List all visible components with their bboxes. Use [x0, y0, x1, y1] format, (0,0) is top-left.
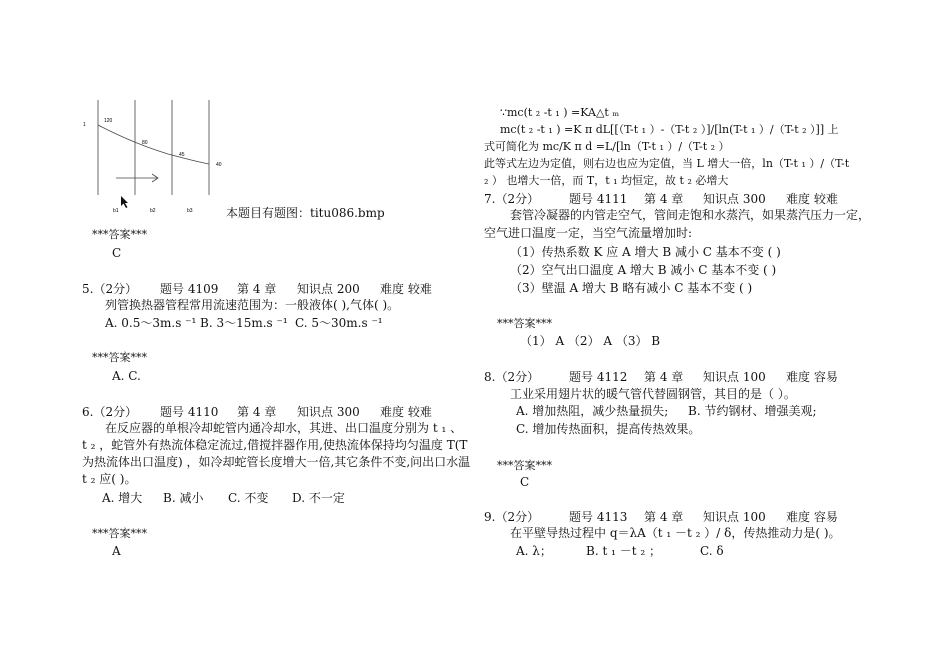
q4111-stem-line-1: 套管冷凝器的内管走空气，管间走饱和水蒸汽，如果蒸汽压力一定， — [510, 208, 871, 222]
derivation-line-1: ∵mc(t ₂ -t ₁ ) =KA△t ₘ — [500, 106, 620, 119]
q4111-item-3: （3）壁温 A 增大 B 略有减小 C 基本不变 ( ) — [510, 281, 753, 295]
q4109-answer-header: ***答案*** — [92, 351, 147, 364]
fig-label-80: 80 — [142, 140, 148, 146]
fig-label-1: 1 — [83, 122, 86, 128]
cursor-icon — [121, 196, 128, 208]
temperature-curve — [98, 125, 209, 164]
derivation-line-5: ₂ ） 也增大一倍，而 T，t ₁ 均恒定，故 t ₂ 必增大 — [484, 174, 729, 187]
q4109-id: 题号 4109 — [160, 282, 219, 296]
figure-caption: 本题目有题图：titu086.bmp — [226, 206, 385, 220]
q4112-number: 8.（2分） — [484, 370, 540, 384]
q4111-stem-line-2: 空气进口温度一定，当空气流量增加时: — [484, 226, 693, 240]
q4111-knowledge: 知识点 300 — [703, 192, 766, 206]
q4111-number: 7.（2分） — [484, 192, 540, 206]
q4112-option-a: A. 增加热阻，减少热量损失; — [516, 404, 669, 418]
q4113-difficulty: 难度 容易 — [786, 510, 838, 524]
q4109-option-c: C. 5～30m.s ⁻¹ — [295, 316, 383, 330]
q4109-stem: 列管换热器管程常用流速范围为：一般液体( ),气体( )。 — [105, 298, 400, 312]
q4112-difficulty: 难度 容易 — [786, 370, 838, 384]
fig-label-b1: b1 — [113, 208, 119, 214]
fig-label-b2: b2 — [150, 208, 156, 214]
q4110-answer-header: ***答案*** — [92, 527, 147, 540]
q4113-option-c: C. δ — [700, 544, 724, 558]
temperature-figure — [78, 100, 238, 220]
q4110-id: 题号 4110 — [160, 405, 219, 419]
q4109-number: 5.（2分） — [82, 282, 138, 296]
q4113-knowledge: 知识点 100 — [703, 510, 766, 524]
q4111-answer: （1） A （2） A （3） B — [520, 334, 661, 348]
q4113-number: 9.（2分） — [484, 510, 540, 524]
q4109-answer: A. C. — [112, 369, 141, 383]
q4110-answer: A — [112, 544, 121, 558]
q4113-id: 题号 4113 — [569, 510, 628, 524]
q4112-option-b: B. 节约钢材、增强美观; — [688, 404, 817, 418]
q4112-answer-header: ***答案*** — [497, 459, 552, 472]
q4110-stem-line-1: 在反应器的单根冷却蛇管内通冷却水，其进、出口温度分别为 t ₁ 、 — [105, 421, 463, 435]
q4110-knowledge: 知识点 300 — [297, 405, 360, 419]
q4112-option-c: C. 增加传热面积，提高传热效果。 — [516, 422, 701, 436]
q4112-stem: 工业采用翅片状的暖气管代替圆钢管，其目的是（ ）。 — [510, 387, 796, 401]
q4110-stem-line-3: 为热流体出口温度) ，如冷却蛇管长度增大一倍,其它条件不变,问出口水温 — [82, 455, 471, 469]
fig-label-120: 120 — [104, 118, 113, 124]
derivation-line-4: 此等式左边为定值，则右边也应为定值，当 L 增大一倍，ln（T-t ₁ ）/（T-t — [484, 157, 850, 170]
q4113-option-a: A. λ； — [516, 544, 552, 558]
q4109-knowledge: 知识点 200 — [297, 282, 360, 296]
q4111-item-2: （2）空气出口温度 A 增大 B 减小 C 基本不变 ( ) — [510, 263, 777, 277]
q4113-stem: 在平壁导热过程中 q＝λA（t ₁ －t ₂ ）/ δ，传热推动力是( )。 — [510, 526, 841, 540]
q4112-chapter: 第 4 章 — [644, 370, 684, 384]
q4109-option-b: B. 3～15m.s ⁻¹ — [200, 316, 288, 330]
q4112-id: 题号 4112 — [569, 370, 628, 384]
derivation-line-3: 式可简化为 mc/K π d =L/[ln（T-t ₁ ）/（T-t ₂ ） — [484, 140, 730, 153]
q4110-option-c: C. 不变 — [228, 491, 269, 505]
fig-label-40: 40 — [216, 162, 222, 168]
q4110-difficulty: 难度 较难 — [380, 405, 432, 419]
q4113-option-b: B. t ₁ －t ₂ ； — [586, 544, 661, 558]
q4112-knowledge: 知识点 100 — [703, 370, 766, 384]
derivation-line-2: mc(t ₂ -t ₁ ) =K π dL[[（T-t ₁ ）-（T-t ₂ ）]/[ln(T-t ₁ ）/（T-t ₂ ）]] 上 — [500, 123, 839, 136]
q4110-chapter: 第 4 章 — [237, 405, 277, 419]
q4112-answer: C — [520, 475, 530, 489]
q4109-option-a: A. 0.5～3m.s ⁻¹ — [105, 316, 197, 330]
answer-header-4108: ***答案*** — [92, 228, 147, 241]
q4110-option-a: A. 增大 — [102, 491, 143, 505]
q4111-answer-header: ***答案*** — [497, 317, 552, 330]
q4111-difficulty: 难度 较难 — [786, 192, 838, 206]
q4109-chapter: 第 4 章 — [237, 282, 277, 296]
q4110-option-d: D. 不一定 — [292, 491, 345, 505]
answer-4108: C — [112, 246, 122, 260]
fig-label-b3: b3 — [187, 208, 193, 214]
q4110-number: 6.（2分） — [82, 405, 138, 419]
q4109-difficulty: 难度 较难 — [380, 282, 432, 296]
q4111-chapter: 第 4 章 — [644, 192, 684, 206]
q4111-item-1: （1）传热系数 K 应 A 增大 B 减小 C 基本不变 ( ) — [510, 245, 781, 259]
q4113-chapter: 第 4 章 — [644, 510, 684, 524]
q4110-stem-line-4: t ₂ 应( )。 — [82, 472, 137, 486]
q4110-stem-line-2: t ₂ ，蛇管外有热流体稳定流过,借搅拌器作用,使热流体保持均匀温度 T(T — [82, 438, 468, 452]
q4111-id: 题号 4111 — [569, 192, 628, 206]
q4110-option-b: B. 减小 — [163, 491, 204, 505]
fig-label-45: 45 — [179, 152, 185, 158]
